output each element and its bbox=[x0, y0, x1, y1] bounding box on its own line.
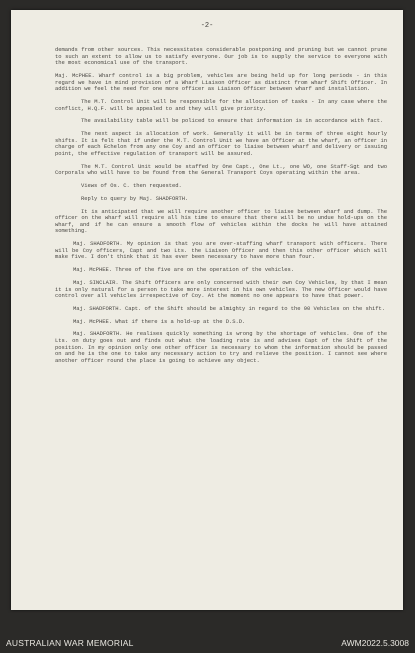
paragraph: The availability table will be policed to ensure that information is in accordance with fact. bbox=[81, 117, 384, 125]
catalogue-reference: AWM2022.5.3008 bbox=[341, 638, 409, 648]
paragraph: Maj. McPHEE. Wharf control is a big problem, vehicles are being held up for long periods - in this regard we have in mind provision of a Wharf Liaison Officer as distinct from wharf Shift Officer. In addition we feel the need for one more officer as Liaison Officer between wharf and installation. bbox=[55, 71, 387, 93]
paragraph: The M.T. Control Unit will be responsible for the allocation of tasks - In any case where the conflict, H.Q.F. will be appealed to and they will give priority. bbox=[55, 97, 387, 112]
page-number: -2- bbox=[200, 22, 214, 30]
paragraph: Maj. SHADFORTH. Capt. of the Shift should be almighty in regard to the 90 Vehicles on the shift. bbox=[73, 304, 386, 312]
paragraph: Maj. SHADFORTH. My opinion is that you are over-staffing wharf transport with officers. There will be Coy officers, Capt and two Lts. the Liaison Officer and then this other officer which will make five. I don't think that it has ever been necessary to have more than four. bbox=[55, 240, 387, 261]
document-body bbox=[55, 47, 387, 364]
paragraph: Maj. SINCLAIR. The Shift Officers are only concerned with their own Coy Vehicles, by that I mean it is only natural for a person to take more interest in his own vehicles. The new Officer would have control over all vehicles irrespective of Coy. At the moment no one appears to have that power. bbox=[55, 278, 387, 300]
paragraph: demands from other sources. This necessitates considerable postponing and pruning but we cannot prune to such an extent to allow us to satisfy everyone. Our job is to supply the service to everyone with the most economical use of the transport. bbox=[55, 46, 387, 67]
paragraph: It is anticipated that we will require another officer to liaise between wharf and dump. The officer on the wharf will require all his time to ensure that there will be no undue hold-ups on the wharf, and if he can ensure a smooth flow of vehicles within the docks he will have attained something. bbox=[55, 207, 387, 235]
paragraph: Maj. SHADFORTH. He realises quickly something is wrong by the shortage of vehicles. One of the Lts. on duty goes out and finds out what the loading rate is and advises Capt of the Shift of the position. In my opinion only one other officer is necessary to whom the information should be passed on and he is the one to take any necessary action to try and relieve the position. I cannot see where another officer round the place is going to achieve any object. bbox=[55, 330, 387, 364]
document-page bbox=[11, 10, 403, 610]
institution-name: AUSTRALIAN WAR MEMORIAL bbox=[6, 638, 134, 648]
paragraph: Views of Os. C. then requested. bbox=[81, 182, 182, 190]
paragraph: The M.T. Control Unit would be staffed by One Capt., One Lt., one WO, one Staff-Sgt and two Corporals who will have to be found from the General Transport Coys operating within the area. bbox=[55, 162, 387, 177]
paragraph: Maj. McPHEE. Three of the five are on the operation of the vehicles. bbox=[73, 266, 295, 274]
paragraph: The next aspect is allocation of work. Generally it will be in terms of three eight hourly shifts. It is felt that if under the M.T. Control Unit we have an Officer at the wharf, an officer in charge of each Echelon from any one Coy and an officer to liaise between wharf and delivery or issuing point, the effective regulation of transport will be assured. bbox=[55, 130, 387, 157]
footer-bar bbox=[0, 613, 415, 653]
paragraph: Reply to query by Maj. SHADFORTH. bbox=[81, 194, 189, 202]
paragraph: Maj. McPHEE. What if there is a hold-up at the D.S.D. bbox=[73, 317, 246, 325]
